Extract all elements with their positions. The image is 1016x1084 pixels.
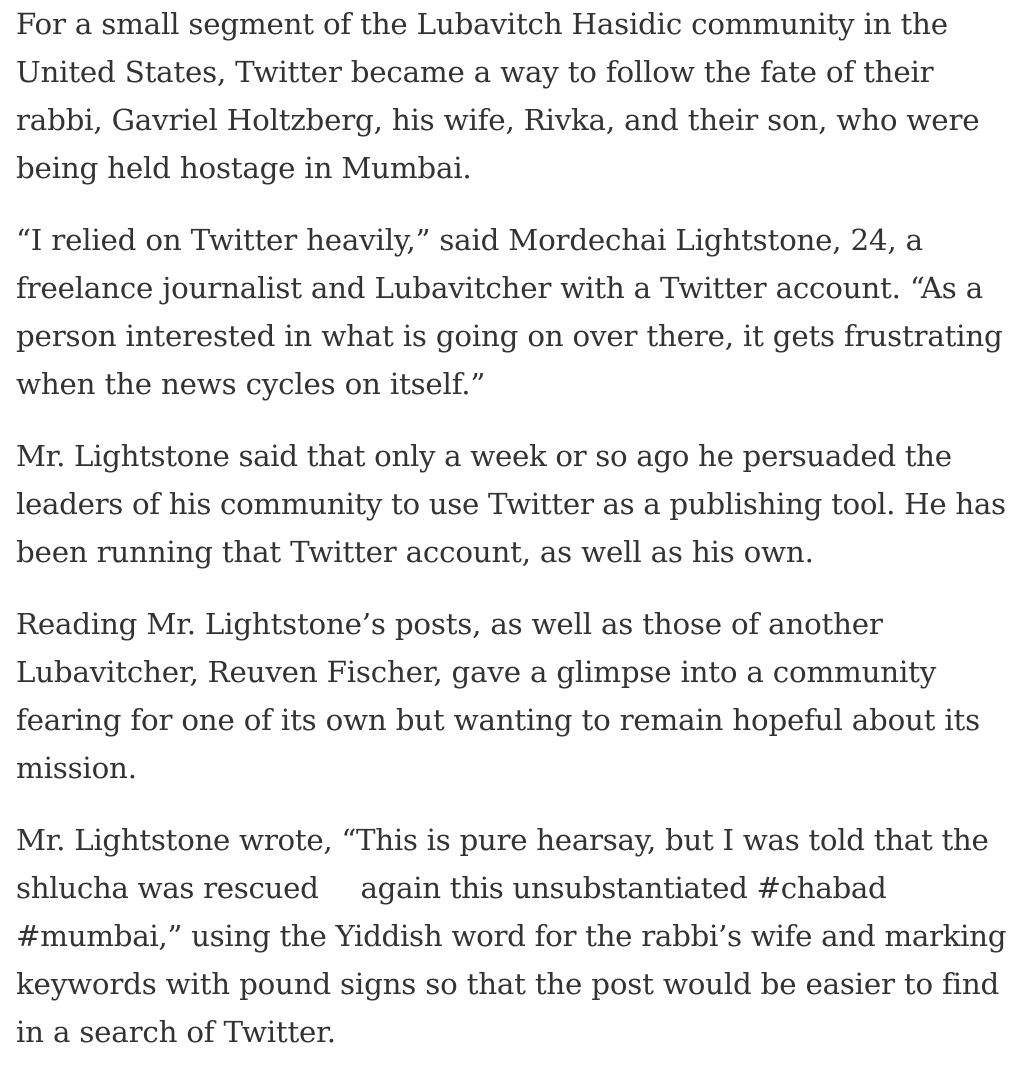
paragraph-line: when the news cycles on itself.” [16,367,486,401]
paragraph-line: in a search of Twitter. [16,1015,336,1049]
paragraph-line: Reading Mr. Lightstone’s posts, as well as those of another [16,607,883,641]
paragraph-line: leaders of his community to use Twitter as a publishing tool. He has [16,487,1006,521]
paragraph-line: keywords with pound signs so that the post would be easier to find [16,967,1000,1001]
paragraph-line: freelance journalist and Lubavitcher with a Twitter account. “As a [16,271,984,305]
paragraph-line: #mumbai,” using the Yiddish word for the rabbi’s wife and marking [16,919,1007,953]
article-paragraph [16,816,1006,1056]
article-paragraph [16,0,979,192]
paragraph-line: been running that Twitter account, as well as his own. [16,535,814,569]
line-segment: again this unsubstantiated #chabad [360,871,887,905]
paragraph-line: Lubavitcher, Reuven Fischer, gave a glimpse into a community [16,655,937,689]
paragraph-line: United States, Twitter became a way to follow the fate of their [16,55,934,89]
article-paragraph [16,600,980,792]
paragraph-line: “I relied on Twitter heavily,” said Mordechai Lightstone, 24, a [16,223,923,257]
paragraph-line-split [16,864,1006,912]
paragraph-line: being held hostage in Mumbai. [16,151,472,185]
paragraph-line: Mr. Lightstone said that only a week or so ago he persuaded the [16,439,952,473]
paragraph-line: rabbi, Gavriel Holtzberg, his wife, Rivka, and their son, who were [16,103,980,137]
paragraph-line: Mr. Lightstone wrote, “This is pure hearsay, but I was told that the [16,823,989,857]
line-segment: shlucha was rescued [16,871,319,905]
paragraph-line: mission. [16,751,137,785]
paragraph-line: For a small segment of the Lubavitch Hasidic community in the [16,7,948,41]
article-paragraph [16,432,1006,576]
paragraph-line: fearing for one of its own but wanting to remain hopeful about its [16,703,980,737]
article-paragraph [16,216,1003,408]
paragraph-line: person interested in what is going on over there, it gets frustrating [16,319,1003,353]
